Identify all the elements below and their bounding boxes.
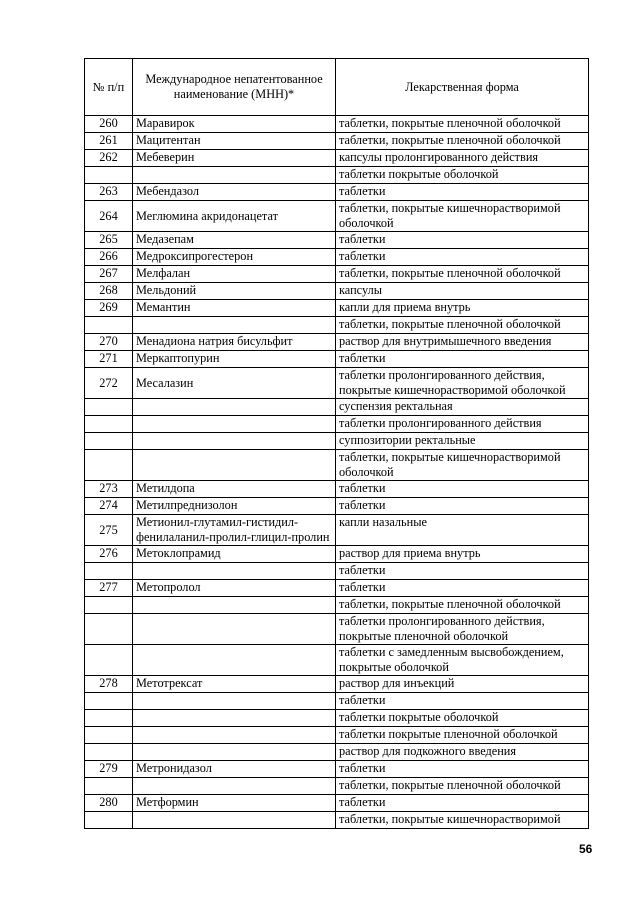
row-form-cell: раствор для подкожного введения [336, 744, 589, 761]
row-form-cell: таблетки пролонгированного действия [336, 416, 589, 433]
table-row [85, 597, 589, 614]
row-form-cell: таблетки, покрытые кишечнорастворимой [336, 812, 589, 829]
row-name-cell [133, 167, 336, 184]
table-row [85, 399, 589, 416]
table-row [85, 693, 589, 710]
row-name-cell [133, 812, 336, 829]
table-row [85, 201, 589, 232]
row-form-cell: таблетки покрытые оболочкой [336, 710, 589, 727]
row-number-cell [85, 727, 133, 744]
row-form-cell: таблетки пролонгированного действия, покрытые пленочной оболочкой [336, 614, 589, 645]
row-form-cell: таблетки покрытые пленочной оболочкой [336, 727, 589, 744]
row-number-cell: 262 [85, 150, 133, 167]
row-form-cell: таблетки, покрытые пленочной оболочкой [336, 116, 589, 133]
row-form-cell: таблетки, покрытые пленочной оболочкой [336, 778, 589, 795]
row-form-cell: капли назальные [336, 515, 589, 546]
row-number-cell [85, 399, 133, 416]
table-row [85, 116, 589, 133]
row-number-cell [85, 450, 133, 481]
table-row [85, 481, 589, 498]
table-row [85, 645, 589, 676]
row-number-cell: 275 [85, 515, 133, 546]
row-name-cell [133, 778, 336, 795]
row-name-cell: Метотрексат [133, 676, 336, 693]
row-form-cell: раствор для внутримышечного введения [336, 334, 589, 351]
row-form-cell: таблетки пролонгированного действия, покрытые кишечнорастворимой оболочкой [336, 368, 589, 399]
row-number-cell [85, 778, 133, 795]
table-row [85, 232, 589, 249]
row-number-cell [85, 416, 133, 433]
table-row [85, 812, 589, 829]
row-form-cell: таблетки [336, 481, 589, 498]
row-form-cell: таблетки, покрытые пленочной оболочкой [336, 597, 589, 614]
row-number-cell [85, 167, 133, 184]
row-name-cell [133, 710, 336, 727]
table-row [85, 351, 589, 368]
row-form-cell: таблетки [336, 249, 589, 266]
row-name-cell: Маравирок [133, 116, 336, 133]
row-number-cell [85, 563, 133, 580]
row-form-cell: таблетки, покрытые пленочной оболочкой [336, 317, 589, 334]
row-form-cell: таблетки [336, 351, 589, 368]
table-row [85, 416, 589, 433]
table-row [85, 133, 589, 150]
row-name-cell [133, 727, 336, 744]
table-header-row [85, 59, 589, 116]
row-form-cell: капсулы пролонгированного действия [336, 150, 589, 167]
table-row [85, 580, 589, 597]
row-number-cell: 265 [85, 232, 133, 249]
row-name-cell [133, 614, 336, 645]
row-number-cell: 280 [85, 795, 133, 812]
row-number-cell: 269 [85, 300, 133, 317]
table-row [85, 744, 589, 761]
row-form-cell: таблетки [336, 761, 589, 778]
row-form-cell: таблетки [336, 498, 589, 515]
row-number-cell: 277 [85, 580, 133, 597]
header-number: № п/п [85, 59, 133, 116]
row-name-cell [133, 693, 336, 710]
row-form-cell: капсулы [336, 283, 589, 300]
row-number-cell [85, 710, 133, 727]
row-name-cell [133, 399, 336, 416]
row-number-cell: 264 [85, 201, 133, 232]
row-number-cell: 271 [85, 351, 133, 368]
table-row [85, 283, 589, 300]
row-name-cell: Метилдопа [133, 481, 336, 498]
table-row [85, 778, 589, 795]
row-name-cell [133, 645, 336, 676]
row-form-cell: капли для приема внутрь [336, 300, 589, 317]
row-name-cell: Медазепам [133, 232, 336, 249]
table-row [85, 334, 589, 351]
row-name-cell: Мебендазол [133, 184, 336, 201]
row-name-cell [133, 433, 336, 450]
page-number: 56 [579, 842, 593, 856]
row-number-cell: 272 [85, 368, 133, 399]
row-number-cell: 260 [85, 116, 133, 133]
row-number-cell: 273 [85, 481, 133, 498]
row-name-cell: Метоклопрамид [133, 546, 336, 563]
table-row [85, 795, 589, 812]
table-row [85, 546, 589, 563]
row-name-cell [133, 744, 336, 761]
row-number-cell [85, 812, 133, 829]
row-number-cell: 268 [85, 283, 133, 300]
row-form-cell: раствор для приема внутрь [336, 546, 589, 563]
table-row [85, 676, 589, 693]
row-number-cell: 270 [85, 334, 133, 351]
table-row [85, 450, 589, 481]
header-inn-name: Международное непатентованное наименование (МНН)* [133, 59, 336, 116]
row-form-cell: таблетки [336, 232, 589, 249]
row-name-cell: Метионил-глутамил-гистидил-фенилаланил-пролил-глицил-пролин [133, 515, 336, 546]
row-form-cell: таблетки с замедленным высвобождением, покрытые оболочкой [336, 645, 589, 676]
row-name-cell: Мацитентан [133, 133, 336, 150]
row-form-cell: раствор для инъекций [336, 676, 589, 693]
row-name-cell: Метопролол [133, 580, 336, 597]
header-dosage-form: Лекарственная форма [336, 59, 589, 116]
table-row [85, 614, 589, 645]
row-form-cell: таблетки [336, 563, 589, 580]
row-name-cell: Метилпреднизолон [133, 498, 336, 515]
row-name-cell: Мебеверин [133, 150, 336, 167]
row-number-cell [85, 693, 133, 710]
row-number-cell: 274 [85, 498, 133, 515]
table-row [85, 433, 589, 450]
row-number-cell: 261 [85, 133, 133, 150]
table-row [85, 368, 589, 399]
row-number-cell [85, 744, 133, 761]
table-body [85, 116, 589, 829]
table-row [85, 300, 589, 317]
row-name-cell: Меркаптопурин [133, 351, 336, 368]
row-number-cell [85, 433, 133, 450]
row-number-cell: 279 [85, 761, 133, 778]
row-form-cell: суспензия ректальная [336, 399, 589, 416]
row-name-cell [133, 450, 336, 481]
row-form-cell: таблетки, покрытые пленочной оболочкой [336, 266, 589, 283]
table-row [85, 184, 589, 201]
table-row [85, 727, 589, 744]
row-number-cell: 263 [85, 184, 133, 201]
row-form-cell: таблетки [336, 795, 589, 812]
table-row [85, 515, 589, 546]
medicines-table [84, 58, 589, 829]
row-name-cell: Менадиона натрия бисульфит [133, 334, 336, 351]
row-name-cell: Метформин [133, 795, 336, 812]
row-form-cell: таблетки [336, 580, 589, 597]
row-form-cell: таблетки, покрытые пленочной оболочкой [336, 133, 589, 150]
row-number-cell [85, 317, 133, 334]
row-name-cell: Метронидазол [133, 761, 336, 778]
row-number-cell [85, 614, 133, 645]
row-name-cell [133, 317, 336, 334]
table-row [85, 150, 589, 167]
table-row [85, 498, 589, 515]
row-name-cell [133, 597, 336, 614]
table-row [85, 710, 589, 727]
row-number-cell: 267 [85, 266, 133, 283]
table-row [85, 761, 589, 778]
table-row [85, 249, 589, 266]
table-row [85, 167, 589, 184]
row-number-cell: 278 [85, 676, 133, 693]
row-number-cell [85, 597, 133, 614]
table-row [85, 266, 589, 283]
row-name-cell [133, 563, 336, 580]
row-number-cell: 266 [85, 249, 133, 266]
table-row [85, 317, 589, 334]
row-name-cell: Мелфалан [133, 266, 336, 283]
row-name-cell: Меглюмина акридонацетат [133, 201, 336, 232]
row-form-cell: таблетки [336, 693, 589, 710]
row-form-cell: таблетки [336, 184, 589, 201]
row-name-cell: Мемантин [133, 300, 336, 317]
row-number-cell: 276 [85, 546, 133, 563]
row-name-cell: Мельдоний [133, 283, 336, 300]
row-number-cell [85, 645, 133, 676]
row-form-cell: таблетки, покрытые кишечнорастворимой оболочкой [336, 450, 589, 481]
row-form-cell: суппозитории ректальные [336, 433, 589, 450]
row-name-cell: Месалазин [133, 368, 336, 399]
row-form-cell: таблетки покрытые оболочкой [336, 167, 589, 184]
row-name-cell: Медроксипрогестерон [133, 249, 336, 266]
row-form-cell: таблетки, покрытые кишечнорастворимой оболочкой [336, 201, 589, 232]
row-name-cell [133, 416, 336, 433]
table-row [85, 563, 589, 580]
